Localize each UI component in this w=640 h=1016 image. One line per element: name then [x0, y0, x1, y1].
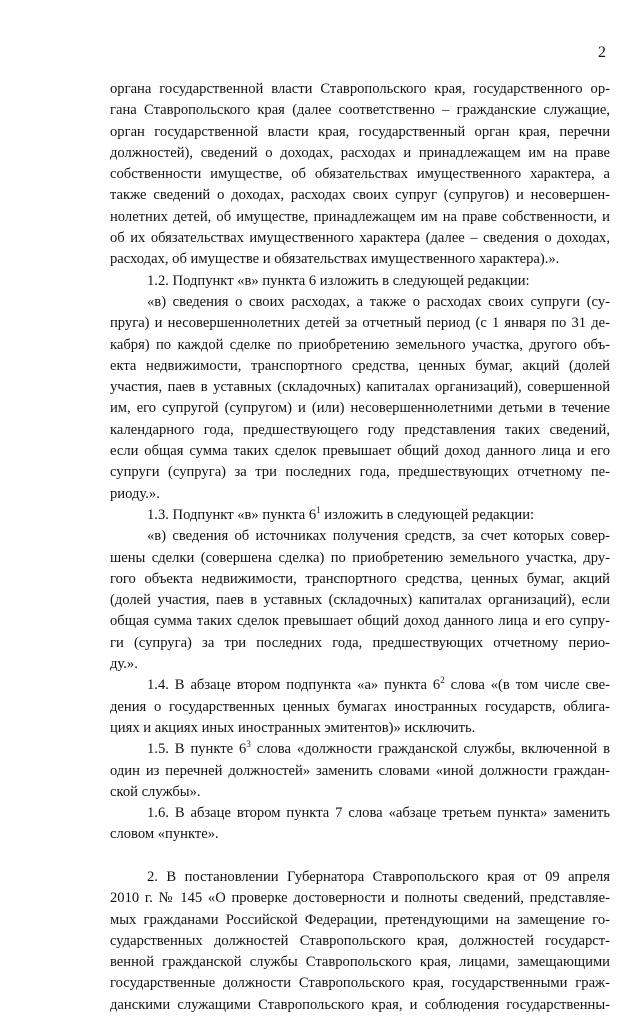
text-line [110, 185, 610, 206]
text-line-content: «в) сведения о своих расходах, а также о расходах своих супруги (су- [147, 293, 610, 310]
text-line [110, 505, 610, 526]
text-line [110, 782, 610, 803]
text-line-content: ской службы». [110, 783, 201, 800]
text-line-content: екта недвижимости, транспортного средства, ценных бумаг, акций (долей [110, 357, 610, 374]
text-line-content: 2010 г. № 145 «О проверке достоверности и полноты сведений, представляе- [110, 890, 610, 907]
text-line [110, 675, 610, 696]
text-line [110, 611, 610, 632]
text-line-content: риоду.». [110, 485, 160, 502]
document-body [110, 79, 610, 1016]
text-line-content: 1.5. В пункте 6 [147, 741, 247, 758]
text-line [110, 249, 610, 270]
text-line [110, 910, 610, 931]
text-line-content: 1.6. В абзаце втором пункта 7 слова «абзаце третьем пункта» заменить [147, 805, 610, 822]
text-line [110, 462, 610, 483]
text-line [110, 931, 610, 952]
text-line [110, 143, 610, 164]
text-line [110, 398, 610, 419]
text-line [110, 122, 610, 143]
text-line [110, 526, 610, 547]
text-line [110, 292, 610, 313]
text-line-content: 1.2. Подпункт «в» пункта 6 изложить в следующей редакции: [147, 272, 530, 289]
text-line-continuation: изложить в следующей редакции: [320, 506, 535, 523]
text-line [110, 420, 610, 441]
text-line-content: государственные должности Ставропольского края, государственными граж- [110, 975, 610, 992]
text-line [110, 654, 610, 675]
text-line-content: супруги (супруга) за три последних года, предшествующих отчетному пе- [110, 464, 610, 481]
text-line-content: нолетних детей, об имуществе, принадлежащем им на праве собственности, и [110, 208, 610, 225]
text-line [110, 271, 610, 292]
text-line [110, 313, 610, 334]
text-line-content: 2. В постановлении Губернатора Ставропольского края от 09 апреля [147, 868, 610, 885]
text-line [110, 79, 610, 100]
text-line-content: об их обязательствах имущественного характера (далее – сведения о доходах, [110, 230, 610, 247]
text-line [110, 207, 610, 228]
text-line [110, 335, 610, 356]
text-line [110, 484, 610, 505]
text-line-content: мых гражданами Российской Федерации, претендующими на замещение го- [110, 911, 610, 928]
text-line-content: 1.4. В абзаце втором подпункта «а» пункта 6 [147, 677, 441, 694]
text-line-content: сударственных должностей Ставропольского края, должностей государст- [110, 932, 610, 949]
text-line-content: пруга) и несовершеннолетних детей за отчетный период (с 1 января по 31 де- [110, 315, 610, 332]
text-line-content: если общая сумма таких сделок превышает общий доход данного лица и его [110, 443, 610, 460]
text-line-content: также сведений о доходах, расходах своих супруг (супругов) и несовершен- [110, 187, 610, 204]
superscript: 2 [440, 675, 445, 686]
text-line-content: собственности имуществе, об обязательствах имущественного характера, а [110, 166, 610, 183]
text-line [110, 952, 610, 973]
text-line-content: органа государственной власти Ставропольского края, государственного ор- [110, 81, 610, 97]
text-line-content: участия, паев в уставных (складочных) капиталах организаций), совершенной [110, 379, 610, 396]
text-line [110, 569, 610, 590]
text-line-content: дения о государственных ценных бумагах иностранных государств, облига- [110, 698, 610, 715]
text-line [110, 867, 610, 888]
text-line-content: ги (супруга) за три последних года, предшествующих отчетному перио- [110, 634, 610, 651]
text-line-content: циях и акциях иных иностранных эмитентов)» исключить. [110, 719, 476, 736]
text-line-content: словом «пункте». [110, 826, 219, 843]
text-line [110, 803, 610, 824]
text-line [110, 824, 610, 845]
text-line-content: кабря) по каждой сделке по приобретению земельного участка, другого объ- [110, 336, 610, 353]
text-line-content: один из перечней должностей» заменить словами «иной должности граждан- [110, 762, 610, 779]
text-line [110, 548, 610, 569]
text-line-content: гана Ставропольского края (далее соответственно – гражданские служащие, [110, 102, 610, 119]
text-line-content: 1.3. Подпункт «в» пункта 6 [147, 506, 317, 523]
text-line [110, 441, 610, 462]
text-line-content: гого объекта недвижимости, транспортного средства, ценных бумаг, акций [110, 570, 610, 587]
text-line-content: ду.». [110, 656, 138, 673]
text-line [110, 995, 610, 1016]
superscript: 1 [316, 505, 321, 516]
text-line-content: должностей), сведений о доходах, расходах и принадлежащем им на праве [110, 144, 610, 161]
text-line-content: расходах, об имуществе и обязательствах имущественного характера).». [110, 251, 560, 268]
text-line-content: им, его супругой (супругом) и (или) несовершеннолетними детьми в течение [110, 400, 610, 417]
text-line [110, 590, 610, 611]
text-line-content: «в) сведения об источниках получения средств, за счет которых совер- [147, 528, 610, 545]
text-line-content: (долей участия, паев в уставных (складочных) капиталах организаций), если [110, 592, 610, 609]
paragraph-gap [110, 846, 610, 867]
text-line-content: общая сумма таких сделок превышает общий доход данного лица и его супру- [110, 613, 610, 630]
text-line [110, 761, 610, 782]
text-line-continuation: слова «должности гражданской службы, включенной в [250, 741, 610, 758]
text-line-content: шены сделки (совершена сделка) по приобретению земельного участка, дру- [110, 549, 610, 566]
text-line-content: данскими служащими Ставропольского края, и соблюдения государственны- [110, 996, 610, 1013]
text-line [110, 228, 610, 249]
text-line-content: венной гражданской службы Ставропольского края, лицами, замещающими [110, 954, 610, 971]
text-line [110, 888, 610, 909]
text-line-content: календарного года, предшествующего году представления таких сведений, [110, 421, 610, 438]
page-number: 2 [598, 44, 606, 61]
text-line [110, 356, 610, 377]
text-line [110, 973, 610, 994]
text-line-content: орган государственной власти края, государственный орган края, перечни [110, 123, 610, 140]
superscript: 3 [246, 739, 251, 750]
text-line [110, 739, 610, 760]
text-line [110, 697, 610, 718]
text-line [110, 100, 610, 121]
text-line [110, 633, 610, 654]
text-line [110, 164, 610, 185]
text-line [110, 377, 610, 398]
text-line-continuation: слова «(в том числе све- [444, 677, 610, 694]
text-line [110, 718, 610, 739]
